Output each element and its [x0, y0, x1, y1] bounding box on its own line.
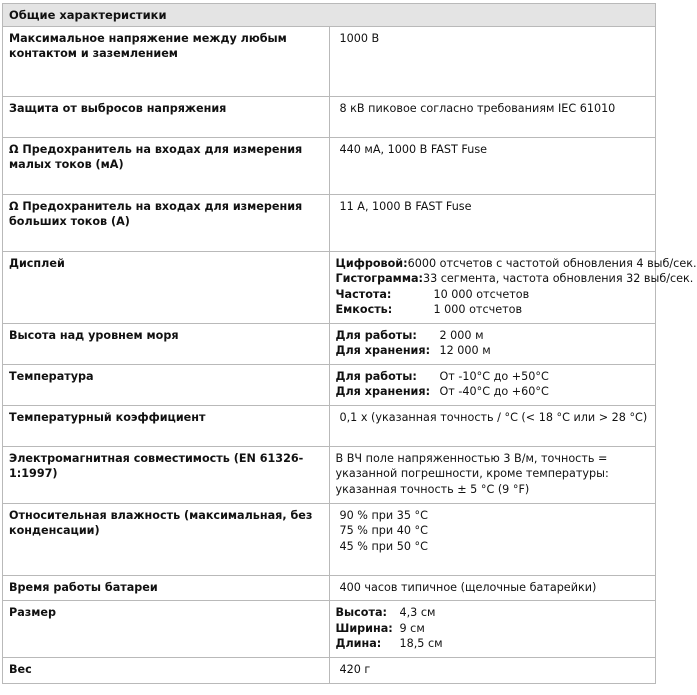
row-value: 420 г [329, 658, 656, 683]
humidity-line: 90 % при 35 °C [339, 509, 428, 522]
row-label: Высота над уровнем моря [3, 324, 330, 365]
row-label: Вес [3, 658, 330, 683]
row-value [329, 324, 656, 365]
row-value: 11 А, 1000 В FAST Fuse [329, 195, 656, 252]
row-label: Ω Предохранитель на входах для измерения больших токов (А) [3, 195, 330, 252]
table-row [3, 97, 656, 138]
size-height: Высота: 4,3 см [335, 606, 436, 620]
table-row [3, 365, 656, 406]
row-label: Электромагнитная совместимость (EN 61326-1:1997) [3, 447, 330, 504]
altitude-storage: Для хранения: 12 000 м [335, 344, 491, 358]
specs-table [2, 3, 697, 684]
row-value: В ВЧ поле напряженностью 3 В/м, точность = указанной погрешности, кроме температуры: указанная точность ± 5 °C (9 °F) [329, 447, 656, 504]
row-label: Дисплей [3, 252, 330, 324]
display-bargraph: Гистограмма: 33 сегмента, частота обновления 32 выб/сек. [335, 272, 694, 286]
row-value: 1000 В [329, 27, 656, 97]
table-row [3, 324, 656, 365]
table-row [3, 195, 656, 252]
row-value [329, 252, 697, 324]
display-frequency: Частота: 10 000 отсчетов [335, 287, 530, 301]
size-width: Ширина: 9 см [335, 621, 425, 635]
table-row [3, 601, 656, 658]
row-label: Температура [3, 365, 330, 406]
size-length: Длина: 18,5 см [335, 636, 443, 650]
row-label: Размер [3, 601, 330, 658]
row-value: 440 мА, 1000 В FAST Fuse [329, 138, 656, 195]
row-value [329, 504, 656, 576]
table-row [3, 138, 656, 195]
table-row [3, 504, 656, 576]
humidity-line: 45 % при 50 °C [339, 539, 428, 553]
row-value [329, 601, 656, 658]
row-value [329, 365, 656, 406]
row-label: Ω Предохранитель на входах для измерения малых токов (мА) [3, 138, 330, 195]
table-header-row [3, 4, 656, 27]
table-row [3, 406, 656, 447]
row-label: Защита от выбросов напряжения [3, 97, 330, 138]
row-label: Температурный коэффициент [3, 406, 330, 447]
table-row [3, 27, 656, 97]
table-row [3, 447, 656, 504]
row-label: Максимальное напряжение между любым контактом и заземлением [3, 27, 330, 97]
row-value: 0,1 x (указанная точность / °C (< 18 °C или > 28 °C) [329, 406, 656, 447]
table-row [3, 252, 656, 324]
display-capacitance: Емкость: 1 000 отсчетов [335, 302, 523, 316]
row-label: Время работы батареи [3, 576, 330, 601]
table-row [3, 658, 656, 683]
humidity-line: 75 % при 40 °C [339, 524, 428, 538]
temperature-operating: Для работы: От -10°C до +50°C [335, 370, 549, 383]
table-header: Общие характеристики [3, 4, 656, 27]
altitude-operating: Для работы: 2 000 м [335, 329, 484, 342]
row-value: 400 часов типичное (щелочные батарейки) [329, 576, 656, 601]
temperature-storage: Для хранения: От -40°C до +60°C [335, 385, 549, 399]
display-digital: Цифровой: 6000 отсчетов с частотой обновления 4 выб/сек. [335, 257, 697, 270]
row-value: 8 кВ пиковое согласно требованиям IEC 61010 [329, 97, 656, 138]
row-label: Относительная влажность (максимальная, без конденсации) [3, 504, 330, 576]
table-row [3, 576, 656, 601]
